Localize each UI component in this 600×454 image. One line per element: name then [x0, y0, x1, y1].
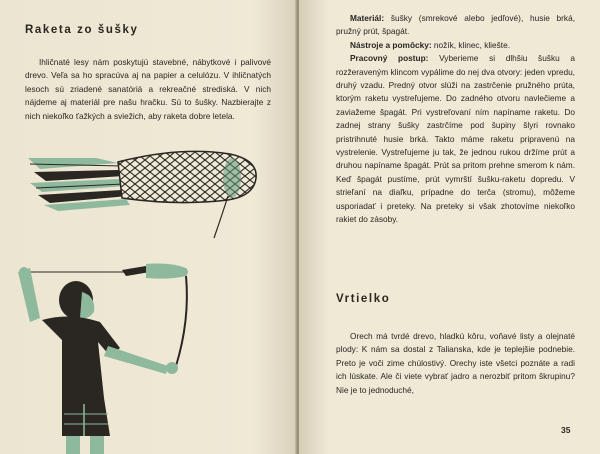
- right-page: [299, 0, 600, 454]
- cone-rocket-illustration: [0, 0, 297, 454]
- left-page: [0, 0, 297, 454]
- procedure-paragraph: Pracovný postup: Vyberieme si dlhšiu šušku a rozžeraveným klincom vypálime do nej dva otvory: jeden vpredu, druhý vzadu. Predný otvor slúži na zastrčenie pružného prúta, ktorým raketu vystreľujeme. Do zadného otvoru navlečieme a zaviažeme špagát. Pri vystreľovaní ním napíname raketu. Do zadnej strany šušky zastrčíme pod šupiny šlyri rovnako pristrihnuté husie brká. Takto máme raketu pripravenú na vystrelenie. Vystreľujeme ju tak, že jednou rukou držíme prút a druhou napíname špagát. Prút sa pritom prehne smerom k nám. Keď špagát pustíme, prút vymrští šušku-raketu dopredu. V strieľaní na diaľku, prípadne do terča (stromu), môžeme usporiadať i preteky. Na preteky si však zhotovíme niekoľko rakiet do zásoby.: [336, 53, 575, 225]
- page-title: Raketa zo šušky: [25, 24, 139, 36]
- feathers-shape: [28, 158, 130, 211]
- instructions-text: [336, 12, 575, 227]
- intro-paragraph: Ihličnaté lesy nám poskytujú stavebné, nábytkové i palivové drevo. Veľa sa ho spracúva aj na papier a celulózu. V ihličnatých lesoch sú zriadené sanatóriá a rekreačné strediská. V nich nájdeme aj materiál pre našu hračku. Sú to šušky. Nazbierajte z nich niekoľko ťažkých a sviežich, aby raketa dobre letela.: [25, 57, 271, 121]
- materials-line: Materiál: šušky (smrekové alebo jedľové), husie brká, pružný prút, špagát.: [336, 13, 575, 37]
- tools-line: Nástroje a pomôcky: nožík, klinec, kliešte.: [350, 39, 511, 50]
- walnut-paragraph: Orech má tvrdé drevo, hladkú kôru, voňavé listy a olejnaté plody: K nám sa dostal z Talianska, kde je teplejšie podnebie. Preto je voči zime chúlostivý. Orechy iste všetci poznáte a radi ich lúskate. Ale či viete vybrať jadro a nerozbiť pritom škrupinu? Nie je to jednoduché,: [336, 331, 575, 395]
- section-body-text: [336, 330, 575, 397]
- boy-launching-rocket-illustration: [18, 264, 188, 454]
- section-title: Vrtielko: [336, 293, 391, 305]
- page-number: 35: [561, 425, 571, 435]
